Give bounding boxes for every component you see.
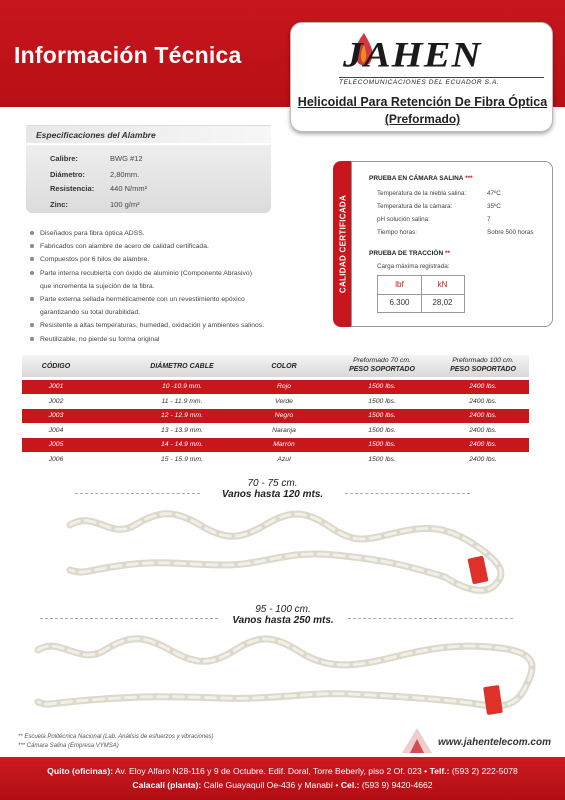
wire-specs-box [26,145,271,213]
salt-label: Temperatura de la niebla salina: [377,190,467,197]
cell-diameter: 15 - 15.9 mm. [161,456,203,463]
salt-test-title [369,175,473,182]
product-1-label [200,478,345,500]
cell-diameter: 10 -10.9 mm. [161,383,203,390]
cell-diameter: 11 - 11.9 mm. [161,397,203,405]
spec-label: Zinc: [50,200,68,209]
cell-diameter: 12 - 12.9 mm. [161,412,203,420]
cell-color: Negro [274,412,294,420]
salt-test-stars: *** [465,175,473,182]
salt-test-title-text: PRUEBA EN CÁMARA SALINA [369,175,464,182]
feature-item: Resistente a altas temperaturas, humedad, oxidación y ambientes salinos. [30,319,330,332]
logo-wordmark: JAHEN [343,34,482,75]
value-lbf: 6.300 [389,298,410,307]
footnote: ** Escuela Politécnica Nacional (Lab. Análisis de esfuerzos y vibraciones) [18,734,214,740]
dimension-line [75,493,200,494]
footer-address-quito [0,766,565,776]
product-1-length: 70 - 75 cm. [247,478,298,489]
cell-p100: 2400 lbs. [469,456,497,463]
table-header [22,355,529,377]
cell-p70: 1500 lbs. [368,426,396,434]
feature-item: Parte externa sellada herméticamente con un revestimiento epóxico [30,293,330,306]
feature-item: Compuestos por 6 hilos de alambre. [30,253,330,266]
cell-code: J002 [48,397,64,405]
traction-test-stars: ** [444,250,451,257]
col-p70-bottom: PESO SOPORTADO [349,366,415,373]
table-row [22,424,529,438]
table-row [22,380,529,394]
cell-code: J005 [48,441,64,449]
col-diameter: DIÁMETRO CABLE [150,363,214,370]
salt-row [377,203,547,210]
cell-p100: 2400 lbs. [469,397,497,405]
salt-label: Tiempo horas: [377,229,418,236]
certified-quality-label: CALIDAD CERTIFICADA [338,194,348,294]
unit-lbf: lbf [395,280,404,289]
cell-color: Naranja [272,426,296,434]
certified-quality-box [351,161,553,327]
footer-label: Cel.: [340,780,360,790]
spec-value: 100 g/m² [110,200,140,209]
feature-item: Reutilizable, no pierde su forma original [30,333,330,346]
cell-p70: 1500 lbs. [368,441,396,449]
cell-p100: 2400 lbs. [469,383,497,390]
footer-label: Calacalí (planta): [132,780,202,790]
table-row [22,453,529,467]
footer-phone: (593 9) 9420-4662 [359,780,433,790]
table-row [22,438,529,452]
col-p100-top: Preformado 100 cm. [452,357,514,364]
salt-value: 35ºC [487,203,501,210]
product-2-length: 95 - 100 cm. [255,604,311,615]
col-code: CÓDIGO [41,363,71,370]
product-subtitle: (Preformado) [384,112,461,126]
spec-label: Resistencia: [50,184,95,193]
preformed-short-image [65,505,535,595]
cell-code: J003 [48,412,64,420]
salt-value: 7 [487,216,491,223]
footnote: *** Cámara Salina (Empresa VYMSA) [18,743,119,749]
footer-label: Telf.: [429,766,450,776]
certified-quality-tab [333,161,353,327]
cell-code: J006 [48,456,64,463]
salt-row [377,190,547,197]
preformed-long-image [30,628,540,723]
traction-test-title [369,250,450,257]
cell-p100: 2400 lbs. [469,412,497,420]
value-kn: 28,02 [432,298,453,307]
footer-text: Calle Guayaquil Oe-436 y Manabí • [201,780,341,790]
table-row [22,395,529,409]
cell-p100: 2400 lbs. [469,441,497,449]
cell-color: Azul [277,456,291,463]
salt-row [377,216,547,223]
feature-item: que incrementa la sujeción de la fibra. [40,282,155,290]
cell-p70: 1500 lbs. [368,412,396,420]
page-title: Información Técnica [14,42,242,68]
cell-p70: 1500 lbs. [368,397,396,405]
globe-icon [398,725,436,757]
cell-code: J004 [48,426,64,434]
salt-label: pH solución salina: [377,216,430,223]
spec-value: 2,80mm. [110,170,140,179]
load-label: Carga máxima registrada: [377,263,450,270]
traction-test-title-text: PRUEBA DE TRACCIÓN [369,250,444,257]
col-p70-top: Preformado 70 cm. [353,357,411,364]
salt-value: 47ºC [487,190,501,197]
footer-band [0,757,565,800]
col-p100-bottom: PESO SOPORTADO [450,366,516,373]
feature-item: Parte interna recubierta con óxido de aluminio (Componente Abrasivo) [30,267,330,280]
traction-table [377,275,465,313]
footer-address-calacali [0,780,565,790]
logo-card [290,22,553,132]
spec-value: 440 N/mm² [110,184,148,193]
salt-value: Sobre 500 horas [487,229,534,236]
logo-subtitle: TELECOMUNICACIONES DEL ECUADOR S.A. [339,77,544,86]
spec-value: BWG #12 [110,154,143,163]
cell-diameter: 14 - 14.9 mm. [161,441,203,449]
cell-p70: 1500 lbs. [368,383,396,390]
wire-specs-title: Especificaciones del Alambre [26,125,271,143]
feature-item: Diseñados para fibra óptica ADSS. [30,227,330,240]
product-2-span: Vanos hasta 250 mts. [232,615,334,626]
product-title: Helicoidal Para Retención De Fibra Óptica [297,95,548,109]
footnotes [18,733,214,751]
website-link[interactable]: www.jahentelecom.com [438,737,551,748]
spec-label: Diámetro: [50,170,86,179]
feature-list [30,227,330,346]
spec-label: Calibre: [50,154,78,163]
cell-color: Rojo [277,383,291,390]
cell-p100: 2400 lbs. [469,426,497,434]
cell-p70: 1500 lbs. [368,456,396,463]
footer-label: Quito (oficinas): [47,766,114,776]
dimension-line [40,618,218,619]
dimension-line [348,618,513,619]
salt-row [377,229,547,236]
col-color: COLOR [271,363,297,370]
cell-diameter: 13 - 13.9 mm. [161,426,203,434]
salt-label: Temperatura de la cámara: [377,203,453,210]
cell-color: Verde [275,397,293,405]
product-2-label [218,604,348,626]
footer-text: Av. Eloy Alfaro N28-116 y 9 de Octubre. Edif. Doral, Torre Beberly, piso 2 Of. 023 • [113,766,430,776]
feature-item: garantizando su total durabilidad. [40,309,141,317]
cell-code: J001 [48,383,64,390]
feature-item: Fabricados con alambre de acero de calidad certificada. [30,240,330,253]
dimension-line [345,493,470,494]
unit-kn: kN [437,280,448,289]
table-row [22,409,529,423]
product-1-span: Vanos hasta 120 mts. [221,489,324,500]
footer-phone: (593 2) 222-5078 [449,766,518,776]
cell-color: Marrón [273,441,295,449]
